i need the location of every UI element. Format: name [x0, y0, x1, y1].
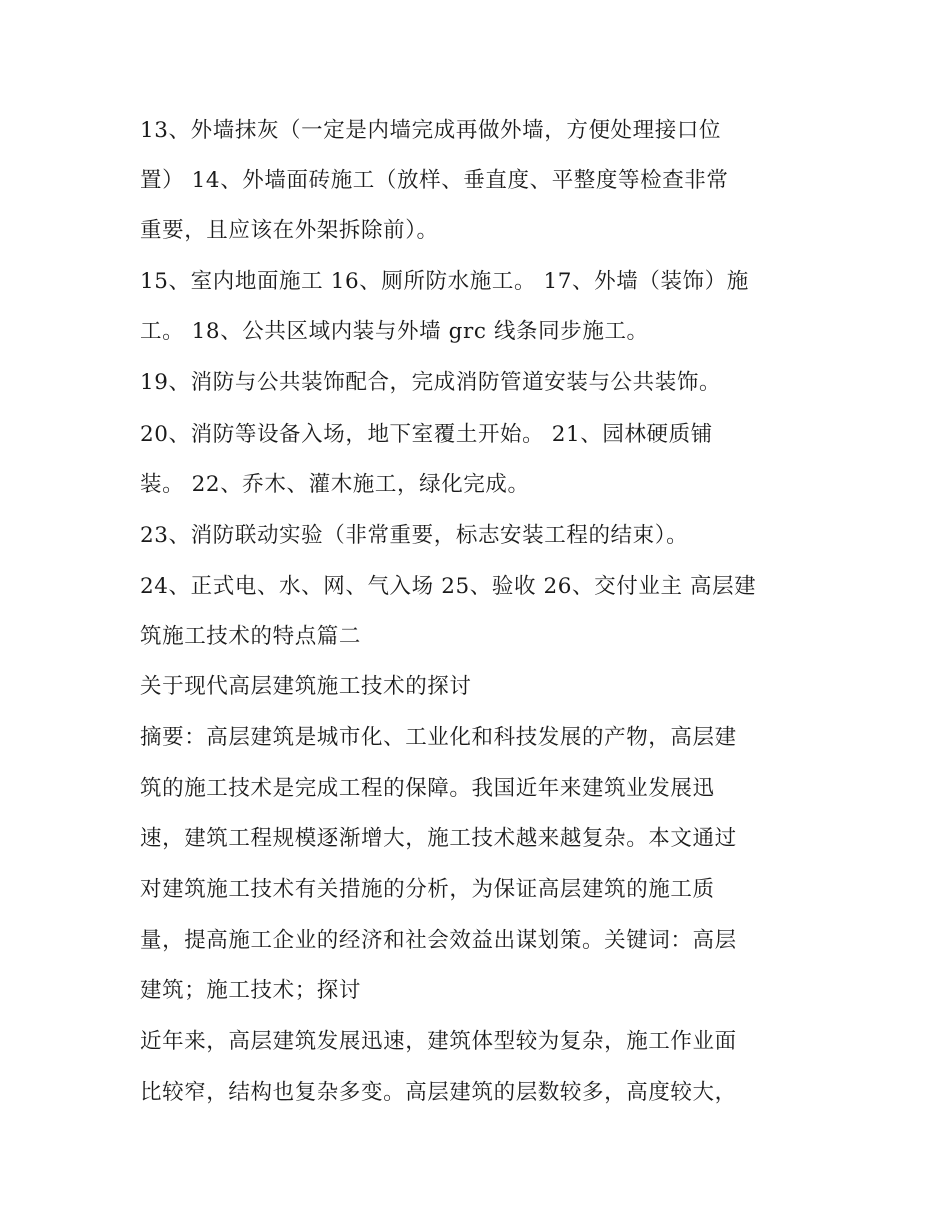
text-line: 重要，且应该在外架拆除前）。 [140, 218, 439, 243]
text-line: 近年来，高层建筑发展迅速，建筑体型较为复杂，施工作业面 [140, 1029, 737, 1054]
text-line: 15、室内地面施工 16、厕所防水施工。 17、外墙（装饰）施 [140, 269, 749, 294]
text-line: 比较窄，结构也复杂多变。高层建筑的层数较多，高度较大， [140, 1080, 737, 1105]
text-line: 24、正式电、水、网、气入场 25、验收 26、交付业主 高层建 [140, 574, 757, 599]
text-line: 量，提高施工企业的经济和社会效益出谋划策。关键词：高层 [140, 928, 737, 953]
text-line: 20、消防等设备入场，地下室覆土开始。 21、园林硬质铺 [140, 422, 713, 447]
article-title: 关于现代高层建筑施工技术的探讨 [140, 674, 472, 699]
text-line: 23、消防联动实验（非常重要，标志安装工程的结束）。 [140, 523, 689, 548]
text-line: 13、外墙抹灰（一定是内墙完成再做外墙，方便处理接口位 [140, 118, 722, 143]
text-line: 装。 22、乔木、灌木施工，绿化完成。 [140, 472, 530, 497]
text-line: 置） 14、外墙面砖施工（放样、垂直度、平整度等检查非常 [140, 168, 729, 193]
text-line: 对建筑施工技术有关措施的分析，为保证高层建筑的施工质 [140, 877, 715, 902]
text-line: 筑的施工技术是完成工程的保障。我国近年来建筑业发展迅 [140, 776, 715, 801]
text-line: 摘要：高层建筑是城市化、工业化和科技发展的产物，高层建 [140, 725, 737, 750]
text-line: 速，建筑工程规模逐渐增大，施工技术越来越复杂。本文通过 [140, 826, 737, 851]
text-line: 建筑；施工技术；探讨 [140, 978, 362, 1003]
text-line: 筑施工技术的特点篇二 [140, 624, 362, 649]
text-line: 19、消防与公共装饰配合，完成消防管道安装与公共装饰。 [140, 370, 722, 395]
text-line: 工。 18、公共区域内装与外墙 grc 线条同步施工。 [140, 319, 649, 344]
